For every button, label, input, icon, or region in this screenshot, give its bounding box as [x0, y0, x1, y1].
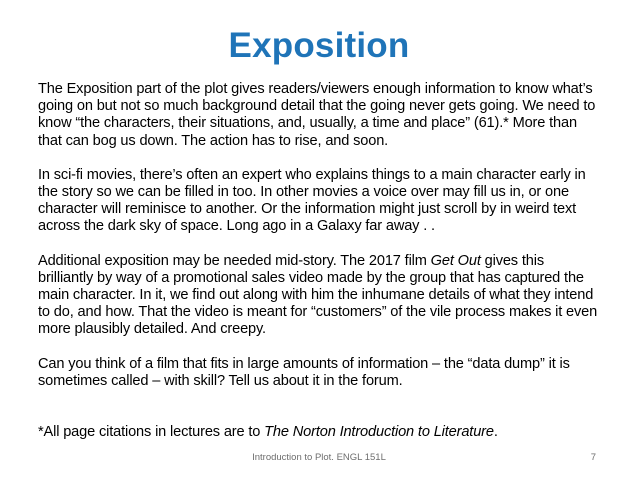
- paragraph-sci-fi-example: In sci-fi movies, there’s often an expert who explains things to a main character early in the story so we can be filled in too. In other movies a voice over may fill us in, or one character will reminisce to another. Or the information might just scroll by in weird text across the dark sky of space. Long ago in a Galaxy far away . .: [38, 166, 586, 235]
- page-number: 7: [590, 452, 596, 463]
- citation-note: [38, 424, 598, 441]
- paragraph-exposition-definition: The Exposition part of the plot gives readers/viewers enough information to know what’s going on but not so much background detail that the going never gets going. We need to know “the characters, their situations, and, usually, a time and place” (61).* More than that can bog us down. The action has to rise, and soon.: [38, 81, 596, 149]
- book-title: The Norton Introduction to Literature: [264, 424, 494, 441]
- paragraph-get-out-text-before: Additional exposition may be needed mid-story. The 2017 film: [38, 252, 431, 269]
- slide-body: [38, 81, 598, 441]
- slide-title: Exposition: [228, 26, 410, 65]
- footer-course-label: Introduction to Plot. ENGL 151L: [252, 452, 386, 463]
- citation-note-after: .: [493, 424, 498, 441]
- paragraph-get-out-example: [38, 253, 598, 339]
- paragraph-forum-question: Can you think of a film that fits in large amounts of information – the “data dump” it is sometimes called – with skill? Tell us about it in the forum.: [38, 355, 570, 389]
- paragraph-get-out-text-after: gives this brilliantly by way of a promotional sales video made by the group that has captured the main character. In it, we find out along with him the inhumane details of what they intend to do, and how. That the video is meant for “customers” of the vile process makes it even more plausibly detailed. And creepy.: [38, 252, 598, 338]
- film-title-get-out: Get Out: [430, 252, 481, 269]
- citation-note-before: *All page citations in lectures are to: [38, 424, 265, 441]
